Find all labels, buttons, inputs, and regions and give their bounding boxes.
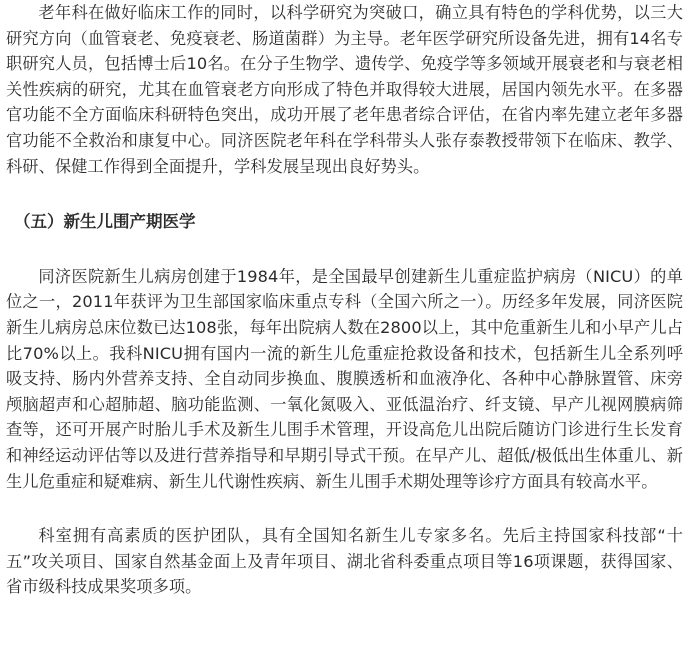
paragraph-geriatrics-research: 老年科在做好临床工作的同时，以科学研究为突破口，确立具有特色的学科优势，以三大研究方向（血管衰老、免疫衰老、肠道菌群）为主导。老年医学研究所设备先进，拥有14名专职研究人员，包括博士后10名。在分子生物学、遗传学、免疫学等多领域开展衰老和与衰老相关性疾病的研究，尤其在血管衰老方向形成了特色并取得较大进展，居国内领先水平。在多器官功能不全方面临床科研特色突出，成功开展了老年患者综合评估，在省内率先建立老年多器官功能不全救治和康复中心。同济医院老年科在学科带头人张存泰教授带领下在临床、教学、科研、保健工作得到全面提升，学科发展呈现出良好势头。 (6, 3, 683, 176)
paragraph-neonatal-ward: 同济医院新生儿病房创建于1984年，是全国最早创建新生儿重症监护病房（NICU）的单位之一，2011年获评为卫生部国家临床重点专科（全国六所之一）。历经多年发展，同济医院新生儿病房总床位数已达108张，每年出院病人数在2800以上，其中危重新生儿和小早产儿占比70%以上。我科NICU拥有国内一流的新生儿危重症抢救设备和技术，包括新生儿全系列呼吸支持、肠内外营养支持、全自动同步换血、腹膜透析和血液净化、各种中心静脉置管、床旁颅脑超声和心超肺超、脑功能监测、一氧化氮吸入、亚低温治疗、纤支镜、早产儿视网膜病筛查等，还可开展产时胎儿手术及新生儿围手术管理，开设高危儿出院后随访门诊进行生长发育和神经运动评估等以及进行营养指导和早期引导式干预。在早产儿、超低/极低出生体重儿、新生儿危重症和疑难病、新生儿代谢性疾病、新生儿围手术期处理等诊疗方面具有较高水平。 (6, 266, 683, 491)
paragraph-medical-team: 科室拥有高素质的医护团队，具有全国知名新生儿专家多名。先后主持国家科技部“十五”攻关项目、国家自然基金面上及青年项目、湖北省科委重点项目等16项课题，获得国家、省市级科技成果奖项多项。 (6, 526, 683, 597)
section-heading-neonatal: （五）新生儿围产期医学 (14, 212, 196, 232)
section-heading-wrapper (6, 179, 683, 264)
